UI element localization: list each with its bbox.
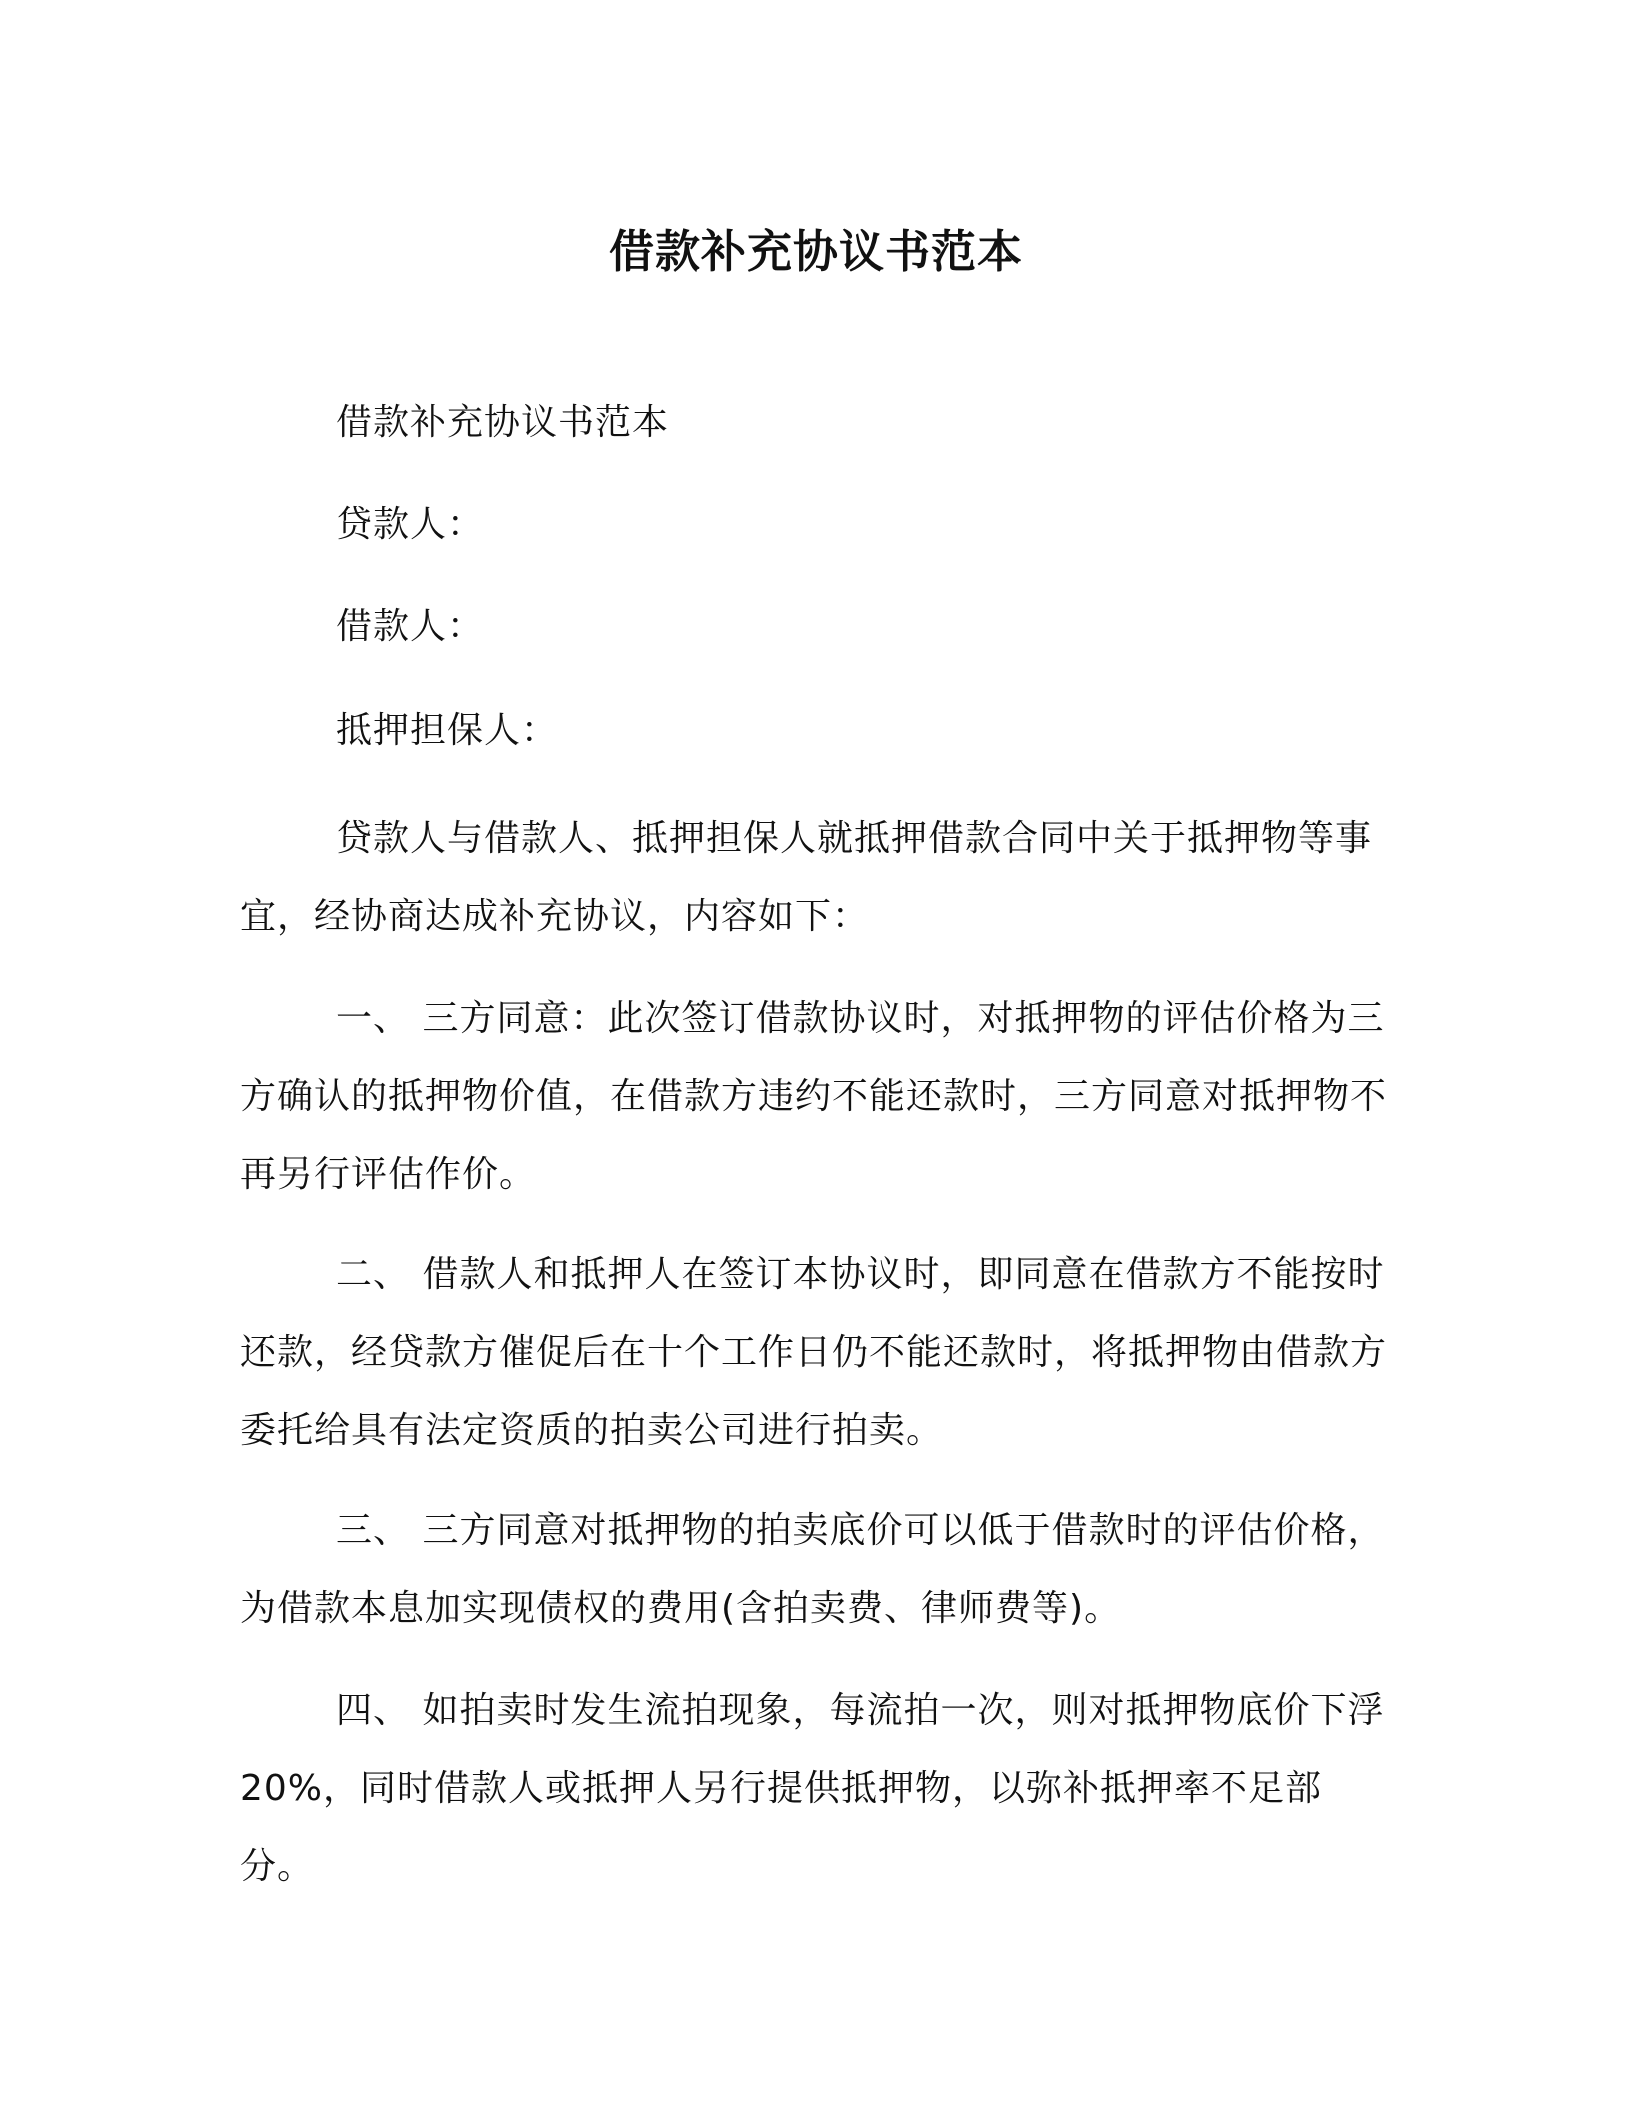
document-subtitle: 借款补充协议书范本: [336, 402, 670, 443]
intro-paragraph: 贷款人与借款人、抵押担保人就抵押借款合同中关于抵押物等事宜，经协商达成补充协议，内容如下：: [240, 818, 1373, 937]
clause-3: 三、 三方同意对抵押物的拍卖底价可以低于借款时的评估价格，为借款本息加实现债权的费用(含拍卖费、律师费等)。: [240, 1510, 1385, 1629]
clause-2: 二、 借款人和抵押人在签订本协议时，即同意在借款方不能按时还款，经贷款方催促后在十个工作日仍不能还款时，将抵押物由借款方委托给具有法定资质的拍卖公司进行拍卖。: [240, 1254, 1388, 1451]
lender-line: 贷款人：: [336, 504, 485, 545]
clause-1: 一、 三方同意：此次签订借款协议时，对抵押物的评估价格为三方确认的抵押物价值，在借款方违约不能还款时，三方同意对抵押物不再另行评估作价。: [240, 998, 1388, 1195]
guarantor-line: 抵押担保人：: [336, 710, 559, 751]
borrower-line: 借款人：: [336, 606, 485, 647]
document-title: 借款补充协议书范本: [608, 225, 1023, 278]
clause-4: 四、 如拍卖时发生流拍现象，每流拍一次，则对抵押物底价下浮20%，同时借款人或抵押人另行提供抵押物，以弥补抵押率不足部分。: [240, 1690, 1385, 1887]
